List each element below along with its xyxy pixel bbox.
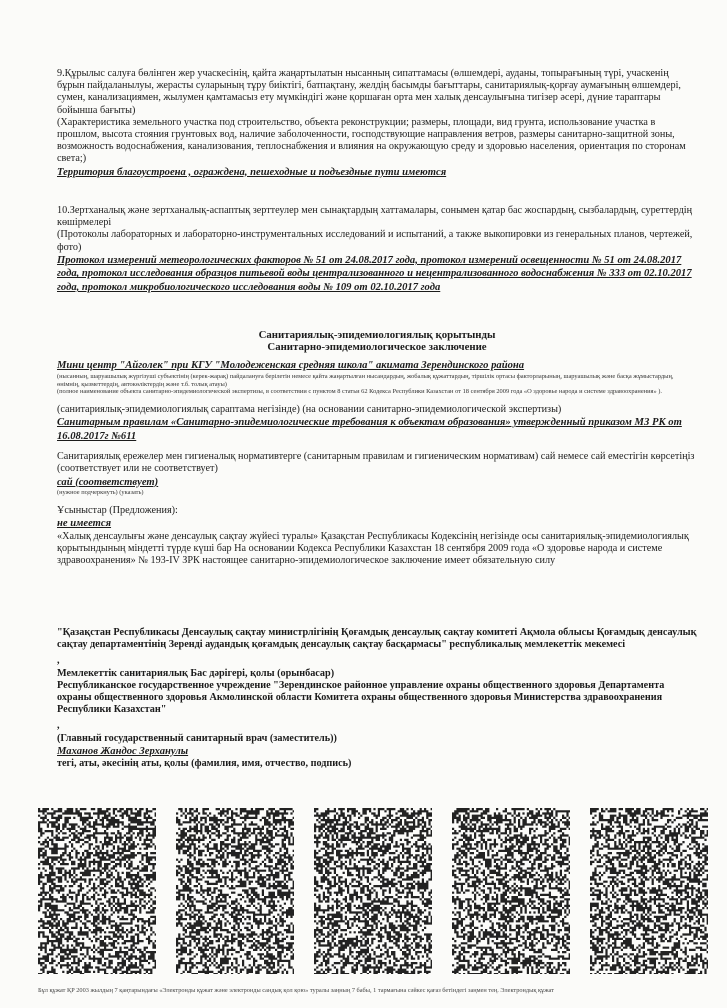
section-10: [57, 205, 697, 295]
section-9-ru: (Характеристика земельного участка под строительство, объекта реконструкции; размеры, площади, вид грунта, использование участка в прошлом, высота стояния грунтовых вод, наличие заболоченности, господствующие направления ветров, размеры санитарно-защитной зоны, возможность водоснабжения, канализования, теплоснабжения и влияния на окружающую среду и здоровью населения, ориентация по сторонам света;): [57, 116, 686, 165]
compliance-note: (нужное подчеркнуть) (указать): [57, 489, 144, 497]
footer-note: Бұл құжат ҚР 2003 жылдың 7 қаңтарындағы «Электронды құжат және электронды сандық қол қою» туралы заңның 7 бабы, 1 тармағына сәйкес қағаз бетіндегі заңмен тең. Электрондық құжат: [38, 987, 554, 994]
basis-value: Санитарным правилам «Санитарно-эпидемиологические требования к объектам образования» утвержденный приказом МЗ РК от 16.08.2017г №611: [57, 416, 682, 442]
object-note-ru: (полное наименование объекта санитарно-эпидемиологической экспертизы, в соответствии с пунктом 8 статьи 62 Кодекса Республики Казахстан от 18 сентября 2009 года «О здоровье народа и системе здравоохранения» ).: [57, 388, 662, 396]
signer-name: Маханов Жандос Зерханулы: [57, 745, 189, 757]
signer-ru: (Главный государственный санитарный врач (заместитель)): [57, 732, 337, 744]
compliance-label: Санитариялық ережелер мен гигиеналық нормативтерге (санитарным правилам и гигиеническим нормативам) сай немесе сай еместігін көрсетіңіз (соответствует или не соответствует): [57, 451, 695, 475]
basis-label: (санитариялық-эпидемиологиялық сараптама негізінде) (на основании санитарно-эпидемиологической экспертизы): [57, 403, 562, 415]
authority-sep: ,: [57, 655, 60, 667]
section-9-answer: Территория благоустроена , ограждена, пешеходные и подъездные пути имеются: [57, 166, 447, 178]
section-10-answer: Протокол измерений метеорологических факторов № 51 от 24.08.2017 года, протокол измерений освещенности № 51 от 24.08.2017 года, протокол исследования образцов питьевой воды централизованного и нецентрализованного водоснабжения № 333 от 02.10.2017 года, протокол микробиологического исследования воды № 109 от 02.10.2017 года: [57, 254, 692, 293]
conclusion-title-ru: Санитарно-эпидемиологическое заключение: [267, 341, 487, 354]
section-10-kz: 10.Зертханалық және зертханалық-аспаптық зерттеулер мен сынақтардың хаттамалары, сонымен қатар бас жоспардың, сызбалардың, суреттердің көшірмелері: [57, 205, 693, 229]
conclusion: [57, 329, 697, 567]
section-10-ru: (Протоколы лабораторных и лабораторно-инструментальных исследований и испытаний, а также выкопировки из генеральных планов, чертежей, фото): [57, 229, 693, 253]
qr-codes: [38, 808, 708, 976]
object-name: Мини центр "Айголек" при КГУ "Молодеженская средняя школа" акимата Зерендинского района: [57, 360, 525, 372]
authority-sep-2: ,: [57, 720, 60, 732]
authority: [57, 627, 697, 771]
section-9: [57, 68, 697, 179]
qr-code-icon: [314, 808, 432, 974]
section-9-kz: 9.Құрылыс салуға бөлінген жер учаскесінің, қайта жаңартылатын нысанның сипаттамасы (өлшемдері, ауданы, топырағының түрі, учаскенің бұрын пайдаланылуы, жерасты суларының тұру биіктігі, батпақтану, желдің басымды бағыттары, санитариялық-қорғау аумағының өлшемдері, сумен, канализациямен, жылумен қамтамасыз ету мүмкіндігі және қоршаған орта мен халық денсаулығына тигізер әсері, дүние тараптары бойынша бағыты): [57, 68, 681, 116]
proposals-value: не имеется: [57, 517, 112, 529]
legal-text: «Халық денсаулығы және денсаулық сақтау жүйесі туралы» Қазақстан Республикасы Кодексінің негізінде осы санитариялық-эпидемиологиялық қорытындының міндетті түрде күші бар На основании Кодекса Республики Казахстан 18 сентября 2009 года «О здоровье народа и системе здравоохранения» № 193-IV ЗРК настоящее санитарно-эпидемиологическое заключение имеет обязательную силу: [57, 530, 689, 566]
proposals-label: Ұсыныстар (Предложения):: [57, 504, 178, 516]
object-note-kz: (нысанның, шаруашылық жүргізуші субъектінің (керек-жарақ) пайдалануға берілетін немесе қайта жаңартылған нысандардың, жобалық құжаттардың, тіршілік ортасы факторларының, шаруашылық және басқа жұмыстардың, өнімнің, қызметтердің, автокөліктердің және т.б. толық атауы): [57, 373, 674, 388]
qr-code-icon: [452, 808, 570, 974]
name-label: тегі, аты, әкесінің аты, қолы (фамилия, имя, отчество, подпись): [57, 758, 352, 770]
conclusion-title-kz: Санитариялық-эпидемиологиялық қорытынды: [258, 329, 496, 341]
authority-ru: Республиканское государственное учреждение "Зерендинское районное управление охраны общественного здоровья Департамента охраны общественного здоровья Акмолинской области Комитета охраны общественного здоровья Министерства здравоохранения Республики Казахстан": [57, 679, 665, 716]
signer-kz: Мемлекеттік санитариялық Бас дәрігері, қолы (орынбасар): [57, 667, 335, 679]
qr-code-icon: [38, 808, 156, 974]
authority-kz: "Қазақстан Республикасы Денсаулық сақтау министрлігінің Қоғамдық денсаулық сақтау комитеті Ақмола облысы Қоғамдық денсаулық сақтау департаментінің Зеренді аудандық қоғамдық денсаулық сақтау басқармасы" республикалық мемлекеттік мекемесі: [57, 627, 697, 651]
qr-code-icon: [176, 808, 294, 974]
qr-code-icon: [590, 808, 708, 974]
compliance-value: сай (соответствует): [57, 476, 159, 488]
